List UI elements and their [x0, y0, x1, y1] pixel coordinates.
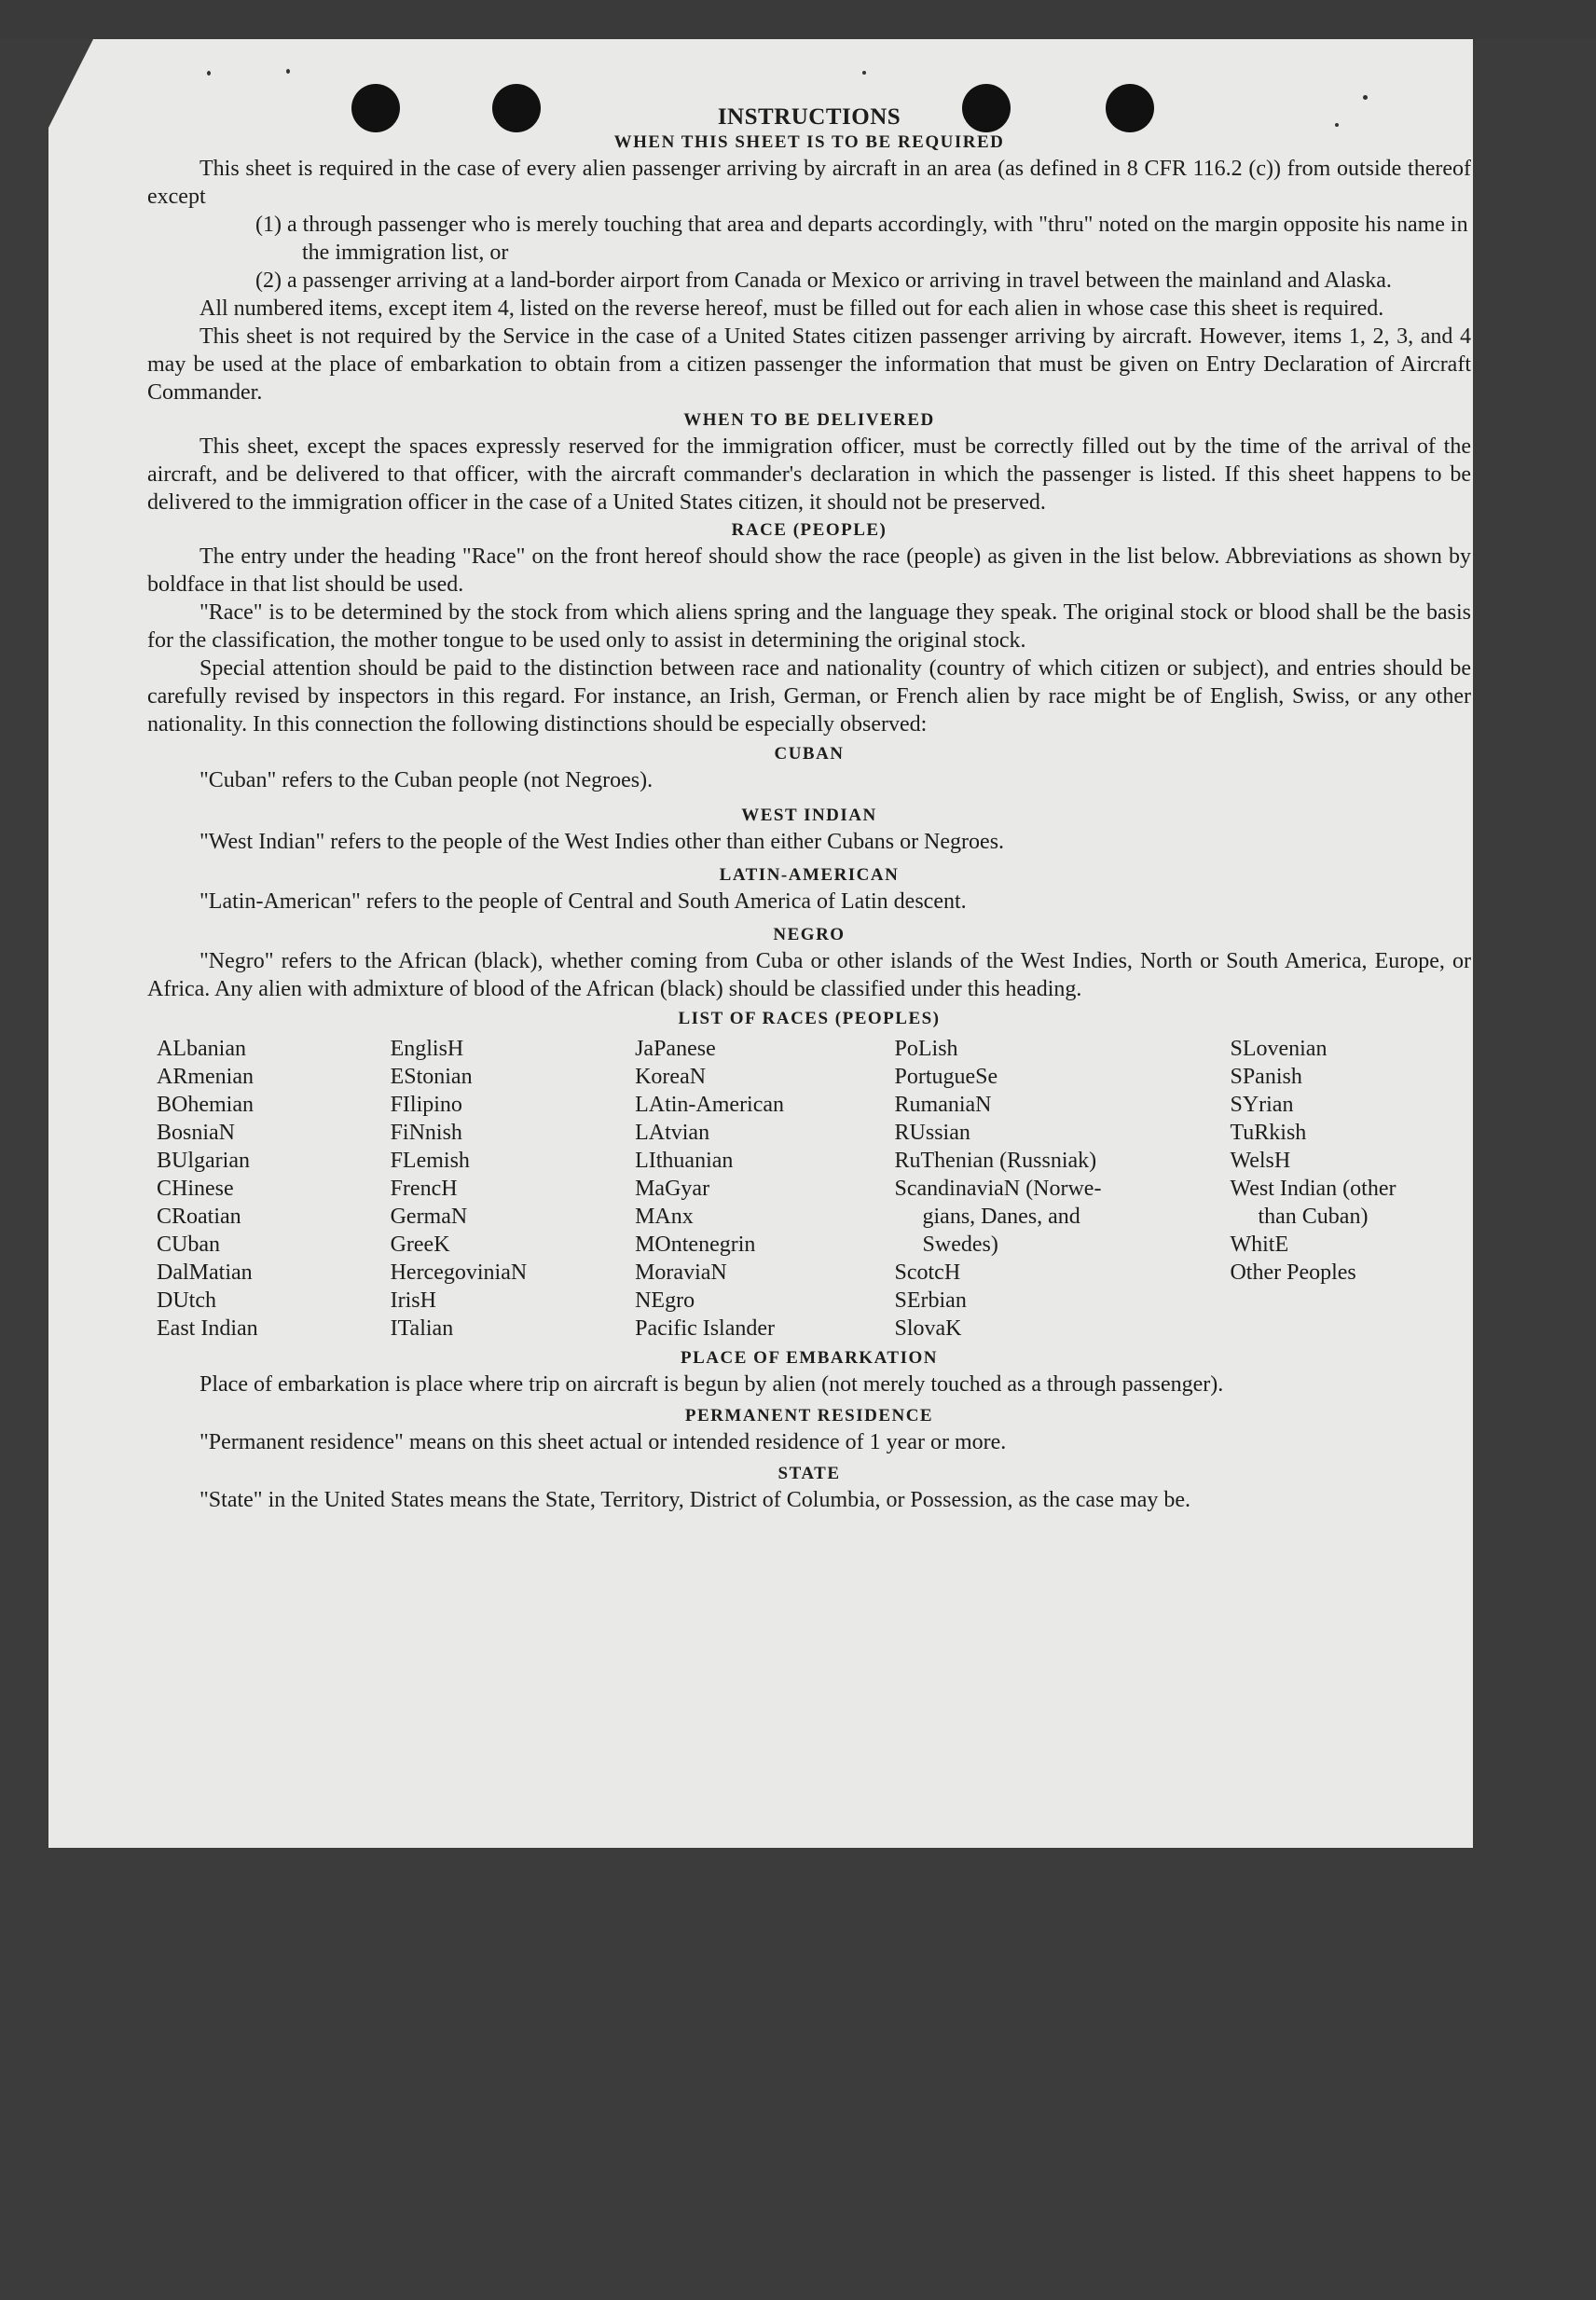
- race-entry: SlovaK: [894, 1316, 962, 1341]
- paragraph: "State" in the United States means the State, Territory, District of Columbia, or Possession, as the case may be.: [200, 1488, 1191, 1512]
- race-entry: HercegoviniaN: [390, 1260, 528, 1285]
- paragraph: This sheet is required in the case of every alien passenger arriving by aircraft in an area (as defined in 8 CFR 116.2 (c)) from outside thereof except: [147, 157, 1471, 209]
- race-entry: ScotcH: [894, 1260, 961, 1285]
- race-entry: BosniaN: [157, 1121, 235, 1145]
- section-heading-latin-american: LATIN-AMERICAN: [719, 865, 900, 885]
- race-entry: EStonian: [390, 1065, 473, 1089]
- instructions-content: [147, 104, 1471, 1514]
- definition: "Latin-American" refers to the people of Central and South America of Latin descent.: [200, 889, 967, 914]
- race-entry: SYrian: [1230, 1093, 1294, 1117]
- race-entry: SErbian: [894, 1288, 967, 1313]
- race-entry: LAtvian: [635, 1121, 710, 1145]
- race-entry: SPanish: [1230, 1065, 1302, 1089]
- race-entry: West Indian (other: [1230, 1177, 1396, 1201]
- race-entry: RuThenian (Russniak): [894, 1149, 1097, 1173]
- race-entry: SLovenian: [1230, 1037, 1328, 1061]
- paragraph: This sheet, except the spaces expressly reserved for the immigration officer, must be correctly filled out by the time of the arrival of the aircraft, and be delivered to that officer, with the aircraft commander's declaration in which the passenger is listed. If this sheet happens to be delivered to the immigration officer in the case of a United States citizen, it should not be preserved.: [147, 434, 1471, 515]
- paragraph: "Race" is to be determined by the stock from which aliens spring and the language they speak. The original stock or blood shall be the basis for the classification, the mother tongue to be used only to assist in determining the original stock.: [147, 600, 1471, 653]
- race-entry: JaPanese: [635, 1037, 716, 1061]
- race-entry: IrisH: [390, 1288, 436, 1313]
- section-heading-permanent-residence: PERMANENT RESIDENCE: [684, 1406, 934, 1425]
- definition: "Cuban" refers to the Cuban people (not Negroes).: [200, 768, 654, 792]
- race-entry: CRoatian: [157, 1205, 241, 1229]
- exception-item: (2) a passenger arriving at a land-border airport from Canada or Mexico or arriving in travel between the mainland and Alaska.: [255, 269, 1392, 293]
- paragraph: Special attention should be paid to the distinction between race and nationality (country of which citizen or subject), and entries should be carefully revised by inspectors in this regard. For instance, an Irish, German, or French alien by race might be of English, Swiss, or any other nationality. In this connection the following distinctions should be especially observed:: [147, 656, 1471, 737]
- race-entry: gians, Danes, and: [922, 1205, 1080, 1229]
- race-entry: PortugueSe: [894, 1065, 998, 1089]
- section-heading-when-required: WHEN THIS SHEET IS TO BE REQUIRED: [613, 132, 1005, 152]
- race-entry: ScandinaviaN (Norwe-: [894, 1177, 1102, 1201]
- race-entry: FLemish: [390, 1149, 470, 1173]
- section-heading-negro: NEGRO: [773, 925, 846, 944]
- race-entry: EnglisH: [390, 1037, 464, 1061]
- race-entry: Other Peoples: [1230, 1260, 1356, 1285]
- race-entry: Swedes): [922, 1233, 998, 1257]
- race-entry: than Cuban): [1258, 1205, 1369, 1229]
- paragraph: This sheet is not required by the Service in the case of a United States citizen passenger arriving by aircraft. However, items 1, 2, 3, and 4 may be used at the place of embarkation to obtain from a citizen passenger the information that must be given on Entry Declaration of Aircraft Commander.: [147, 324, 1471, 405]
- page-title: INSTRUCTIONS: [717, 104, 901, 130]
- race-entry: WhitE: [1230, 1233, 1289, 1257]
- scanner-background: [0, 0, 1596, 39]
- paragraph: The entry under the heading "Race" on the front hereof should show the race (people) as given in the list below. Abbreviations as shown by boldface in that list should be used.: [147, 544, 1471, 597]
- race-entry: CUban: [157, 1233, 220, 1257]
- race-entry: MOntenegrin: [635, 1233, 756, 1257]
- race-entry: KoreaN: [635, 1065, 707, 1089]
- race-entry: RUssian: [894, 1121, 970, 1145]
- race-entry: GreeK: [390, 1233, 450, 1257]
- race-entry: MaGyar: [635, 1177, 710, 1201]
- race-list-column: [635, 1035, 894, 1343]
- race-list-column: [895, 1035, 1231, 1343]
- race-list-column: [157, 1035, 391, 1343]
- race-entry: MoraviaN: [635, 1260, 727, 1285]
- race-entry: MAnx: [635, 1205, 694, 1229]
- race-entry: Pacific Islander: [635, 1316, 776, 1341]
- section-heading-race: RACE (PEOPLE): [731, 520, 887, 540]
- race-entry: LAtin-American: [635, 1093, 785, 1117]
- paragraph: Place of embarkation is place where trip on aircraft is begun by alien (not merely touched as a through passenger).: [200, 1372, 1224, 1397]
- paragraph: All numbered items, except item 4, listed on the reverse hereof, must be filled out for each alien in whose case this sheet is required.: [200, 296, 1384, 321]
- race-entry: CHinese: [157, 1177, 234, 1201]
- race-list-column: [391, 1035, 636, 1343]
- race-list: [157, 1035, 1471, 1343]
- race-entry: DalMatian: [157, 1260, 253, 1285]
- section-heading-west-indian: WEST INDIAN: [741, 806, 877, 825]
- section-heading-race-list: LIST OF RACES (PEOPLES): [678, 1009, 941, 1028]
- paragraph: "Negro" refers to the African (black), whether coming from Cuba or other islands of the West Indies, North or South America, Europe, or Africa. Any alien with admixture of blood of the African (black) should be classified under this heading.: [147, 949, 1471, 1001]
- definition: "West Indian" refers to the people of the West Indies other than either Cubans or Negroes.: [200, 830, 1005, 854]
- race-entry: WelsH: [1230, 1149, 1291, 1173]
- race-entry: FIlipino: [390, 1093, 462, 1117]
- section-heading-state: STATE: [777, 1464, 841, 1483]
- section-heading-when-delivered: WHEN TO BE DELIVERED: [683, 410, 935, 430]
- race-entry: DUtch: [157, 1288, 216, 1313]
- race-entry: TuRkish: [1230, 1121, 1307, 1145]
- exception-item: (1) a through passenger who is merely touching that area and departs accordingly, with "thru" noted on the margin opposite his name in the immigration list, or: [255, 213, 1468, 265]
- race-entry: ITalian: [390, 1316, 454, 1341]
- race-entry: BOhemian: [157, 1093, 254, 1117]
- section-heading-embarkation: PLACE OF EMBARKATION: [681, 1348, 938, 1368]
- race-entry: RumaniaN: [894, 1093, 992, 1117]
- section-heading-cuban: CUBAN: [774, 744, 845, 764]
- definition: "Permanent residence" means on this sheet actual or intended residence of 1 year or more.: [200, 1430, 1007, 1454]
- race-entry: FrencH: [390, 1177, 458, 1201]
- race-entry: ALbanian: [157, 1037, 246, 1061]
- race-list-column: [1230, 1035, 1471, 1343]
- race-entry: ARmenian: [157, 1065, 254, 1089]
- race-entry: NEgro: [635, 1288, 695, 1313]
- race-entry: BUlgarian: [157, 1149, 250, 1173]
- race-entry: GermaN: [390, 1205, 468, 1229]
- race-entry: East Indian: [157, 1316, 258, 1341]
- race-entry: PoLish: [894, 1037, 958, 1061]
- race-entry: FiNnish: [390, 1121, 462, 1145]
- race-entry: LIthuanian: [635, 1149, 734, 1173]
